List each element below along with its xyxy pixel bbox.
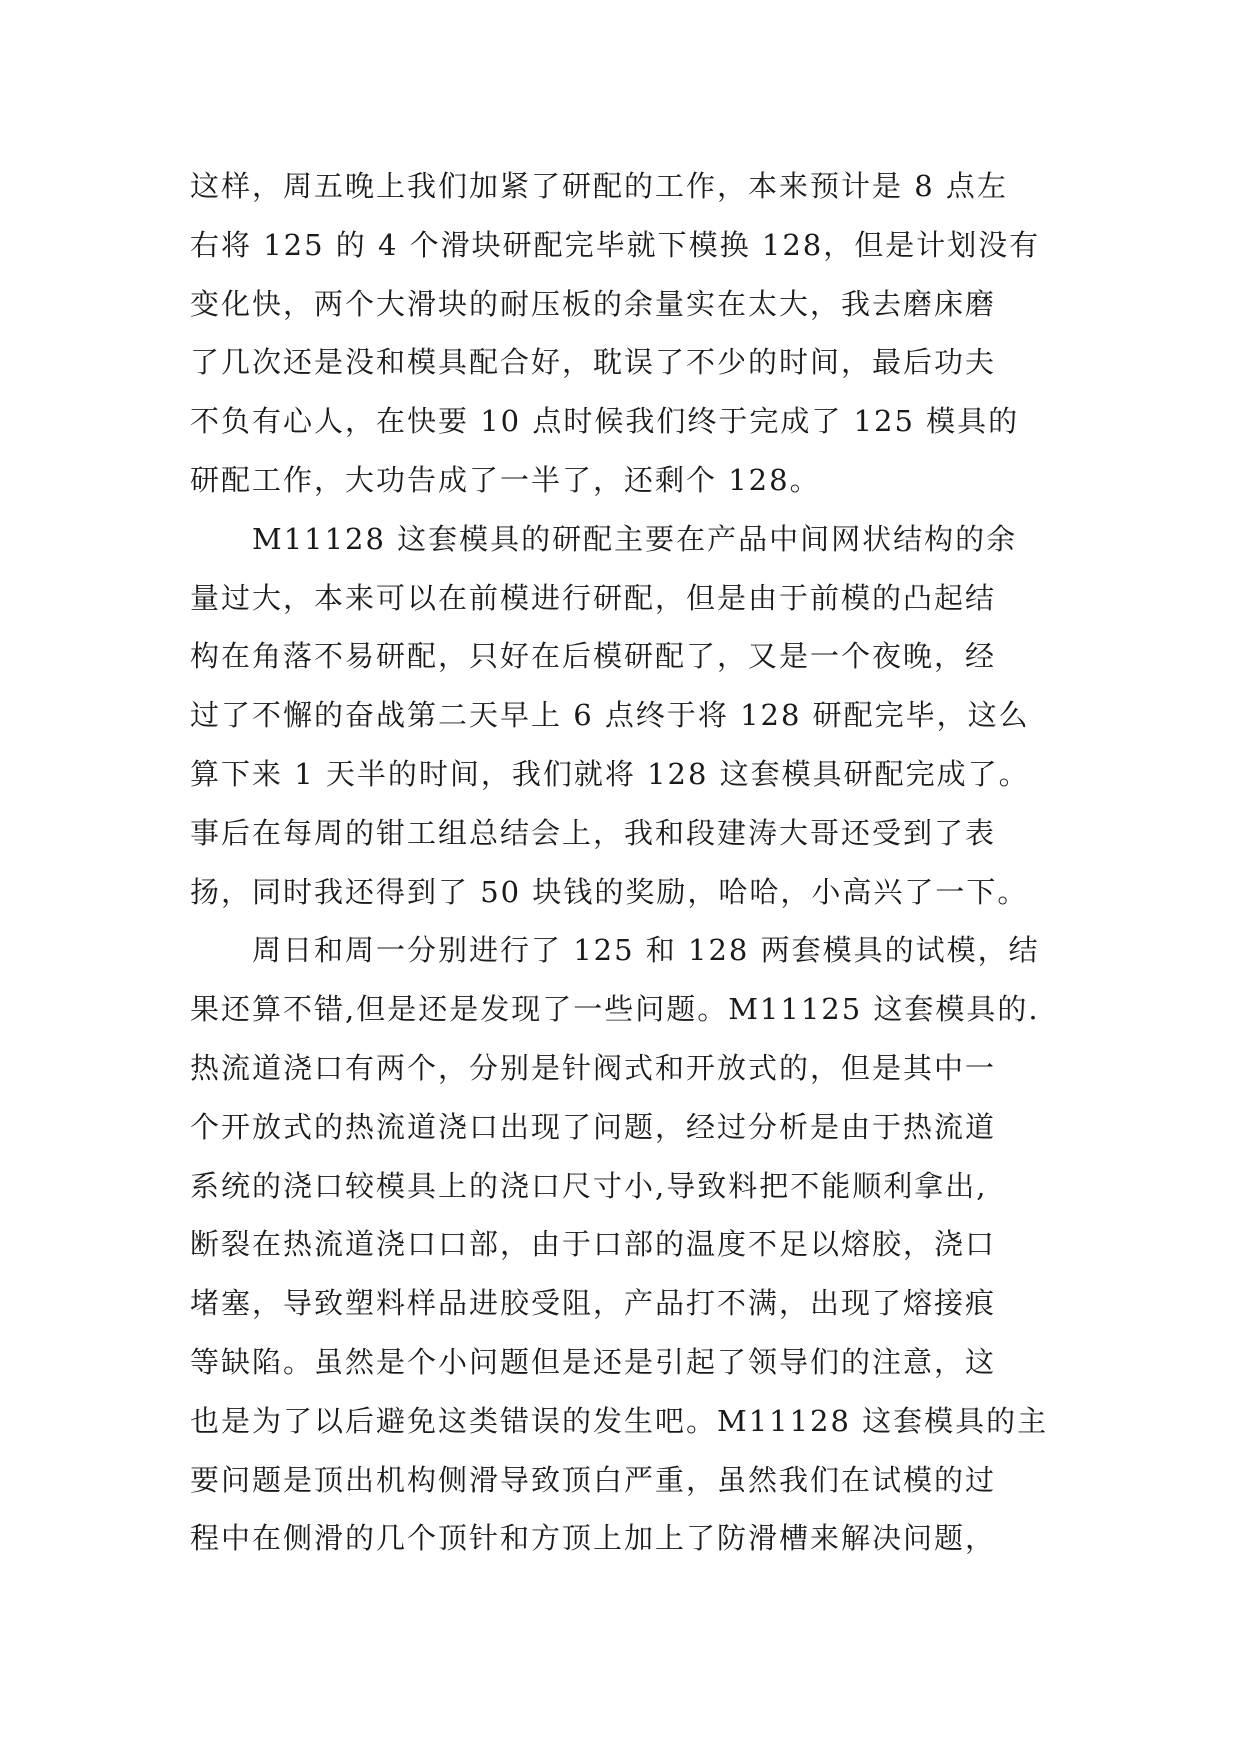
text-line: 个开放式的热流道浇口出现了问题，经过分析是由于热流道 [190,1109,997,1144]
text-line: 等缺陷。虽然是个小问题但是还是引起了领导们的注意，这 [190,1344,997,1379]
text-line: 果还算不错,但是还是发现了一些问题。M11125 这套模具的. [190,992,1040,1027]
text-line: 要问题是顶出机构侧滑导致顶白严重，虽然我们在试模的过 [190,1462,997,1497]
text-line: 也是为了以后避免这类错误的发生吧。M11128 这套模具的主 [190,1403,1049,1438]
paragraph-first-line: 周日和周一分别进行了 125 和 128 两套模具的试模，结 [252,933,1040,968]
text-line: 量过大，本来可以在前模进行研配，但是由于前模的凸起结 [190,580,997,615]
text-line: 热流道浇口有两个，分别是针阀式和开放式的，但是其中一 [190,1050,997,1085]
text-line: 断裂在热流道浇口口部，由于口部的温度不足以熔胶，浇口 [190,1227,997,1262]
text-line: 研配工作，大功告成了一半了，还剩个 128。 [190,462,821,497]
paragraph-first-line: M11128 这套模具的研配主要在产品中间网状结构的余 [252,521,1018,556]
text-line: 程中在侧滑的几个顶针和方顶上加上了防滑槽来解决问题， [190,1521,997,1556]
text-line: 了几次还是没和模具配合好，耽误了不少的时间，最后功夫 [190,345,997,380]
text-line: 构在角落不易研配，只好在后模研配了，又是一个夜晚，经 [190,639,997,674]
body-text [190,157,1070,1568]
text-line: 过了不懈的奋战第二天早上 6 点终于将 128 研配完毕，这么 [190,698,1030,733]
text-line: 事后在每周的钳工组总结会上，我和段建涛大哥还受到了表 [190,815,997,850]
text-line: 这样，周五晚上我们加紧了研配的工作，本来预计是 8 点左 [190,169,1008,203]
text-line: 变化快，两个大滑块的耐压板的余量实在太大，我去磨床磨 [190,286,997,321]
text-line: 右将 125 的 4 个滑块研配完毕就下模换 128，但是计划没有 [190,227,1041,262]
text-line: 堵塞，导致塑料样品进胶受阻，产品打不满，出现了熔接痕 [190,1286,997,1321]
text-line: 系统的浇口较模具上的浇口尺寸小,导致料把不能顺利拿出, [190,1168,988,1203]
text-line: 不负有心人，在快要 10 点时候我们终于完成了 125 模具的 [190,404,1020,439]
text-line: 算下来 1 天半的时间，我们就将 128 这套模具研配完成了。 [190,756,1030,791]
text-line: 扬，同时我还得到了 50 块钱的奖励，哈哈，小高兴了一下。 [190,874,1029,909]
